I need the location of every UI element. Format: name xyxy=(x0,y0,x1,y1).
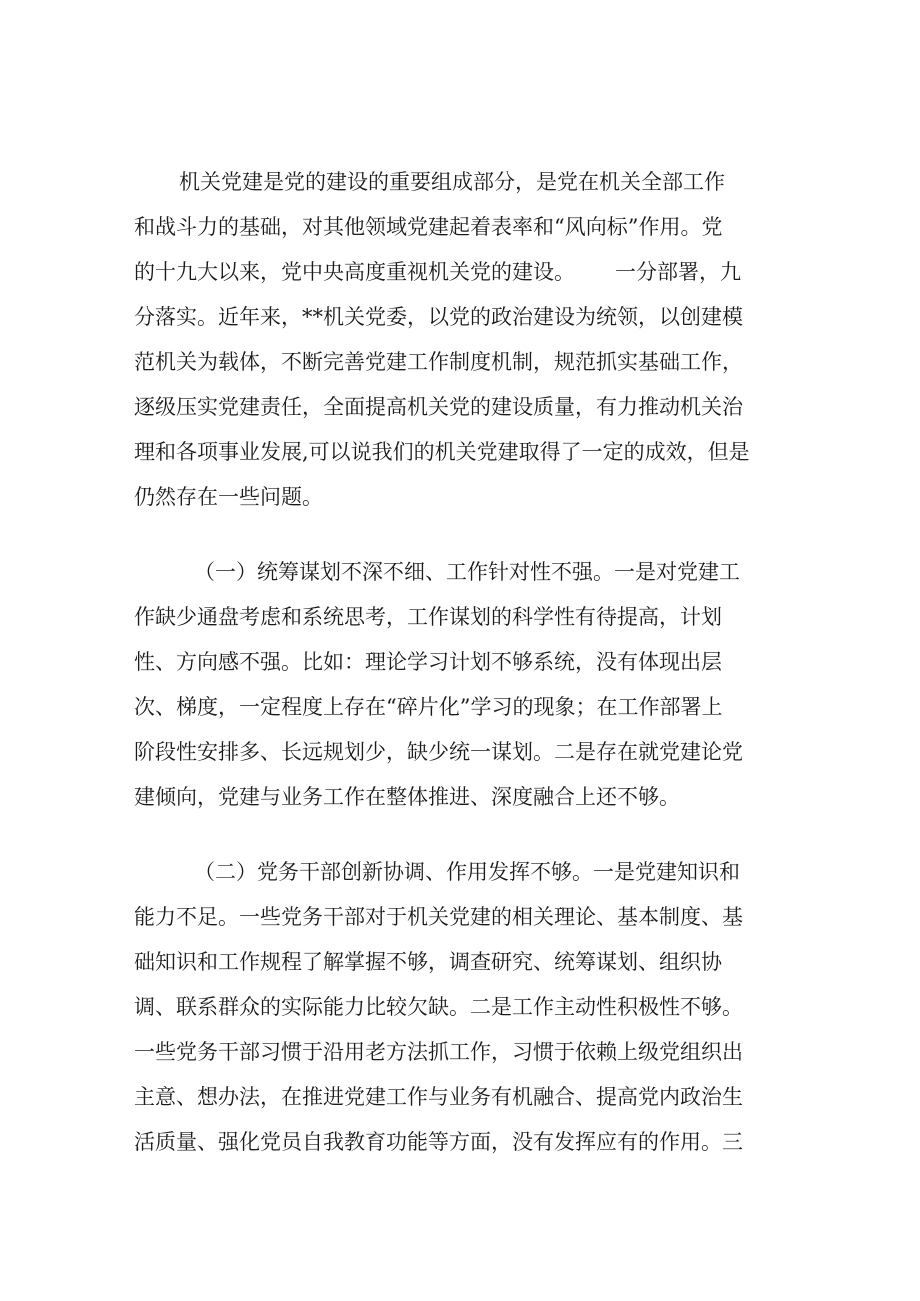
paragraph-line: 活质量、强化党员自我教育功能等方面，没有发挥应有的作用。三 xyxy=(134,1130,743,1154)
paragraph-line: 作缺少通盘考虑和系统思考，工作谋划的科学性有待提高，计划 xyxy=(134,605,722,629)
paragraph-line: （二）党务干部创新协调、作用发挥不够。一是党建知识和 xyxy=(194,860,740,884)
paragraph-line: 阶段性安排多、长远规划少，缺少统一谋划。二是存在就党建论党 xyxy=(134,740,743,764)
paragraph-line: （一）统筹谋划不深不细、工作针对性不强。一是对党建工 xyxy=(194,560,740,584)
paragraph-line: 理和各项事业发展,可以说我们的机关党建取得了一定的成效，但是 xyxy=(134,440,750,464)
paragraph-1 xyxy=(134,160,784,520)
paragraph-line: 逐级压实党建责任，全面提高机关党的建设质量，有力推动机关治 xyxy=(134,395,743,419)
paragraph-line: 和战斗力的基础，对其他领域党建起着表率和“风向标”作用。党 xyxy=(134,215,723,239)
paragraph-line: 一些党务干部习惯于沿用老方法抓工作，习惯于依赖上级党组织出 xyxy=(134,1040,743,1064)
paragraph-line: 机关党建是党的建设的重要组成部分，是党在机关全部工作 xyxy=(179,170,725,194)
paragraph-line: 能力不足。一些党务干部对于机关党建的相关理论、基本制度、基 xyxy=(134,905,743,929)
paragraph-line: 调、联系群众的实际能力比较欠缺。二是工作主动性积极性不够。 xyxy=(134,995,743,1019)
paragraph-line: 性、方向感不强。比如：理论学习计划不够系统，没有体现出层 xyxy=(134,650,722,674)
paragraph-line: 主意、想办法，在推进党建工作与业务有机融合、提高党内政治生 xyxy=(134,1085,743,1109)
paragraph-line: 础知识和工作规程了解掌握不够，调查研究、统筹谋划、组织协 xyxy=(134,950,722,974)
paragraph-3 xyxy=(134,850,784,1165)
paragraph-line: 分落实。近年来，**机关党委，以党的政治建设为统领，以创建模 xyxy=(134,305,743,329)
paragraph-2 xyxy=(134,550,784,820)
paragraph-line: 范机关为载体，不断完善党建工作制度机制，规范抓实基础工作， xyxy=(134,350,743,374)
paragraph-line: 建倾向，党建与业务工作在整体推进、深度融合上还不够。 xyxy=(134,785,680,809)
paragraph-line: 仍然存在一些问题。 xyxy=(134,485,323,509)
paragraph-line: 次、梯度，一定程度上存在“碎片化”学习的现象；在工作部署上 xyxy=(134,695,723,719)
paragraph-line: 的十九大以来，党中央高度重视机关党的建设。 一分部署，九 xyxy=(134,260,742,284)
